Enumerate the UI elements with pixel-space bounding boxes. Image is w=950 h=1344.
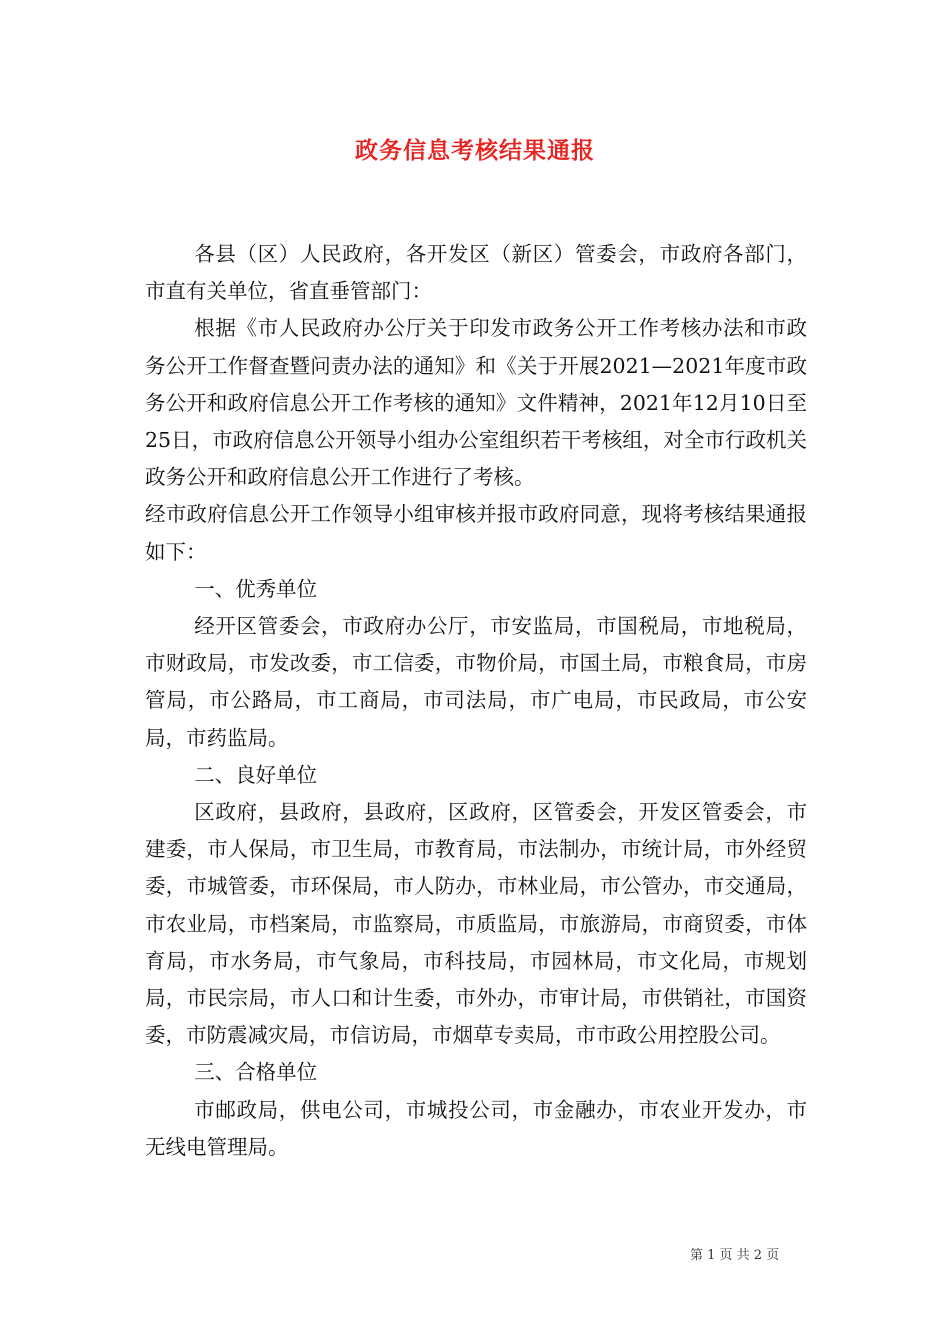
approval-paragraph: 经市政府信息公开工作领导小组审核并报市政府同意，现将考核结果通报如下：: [145, 502, 807, 564]
basis-paragraph: 根据《市人民政府办公厅关于印发市政务公开工作考核办法和市政务公开工作督查暨问责办法的通知》和《关于开展2021—2021年度市政务公开和政府信息公开工作考核的通知》文件精神，2021年12月10日至25日，市政府信息公开领导小组办公室组织若干考核组，对全市行政机关政务公开和政府信息公开工作进行了考核。: [145, 316, 807, 490]
excellent-units-list: 经开区管委会，市政府办公厅，市安监局，市国税局，市地税局，市财政局，市发改委，市工信委，市物价局，市国土局，市粮食局，市房管局，市公路局，市工商局，市司法局，市广电局，市民政局，市公安局，市药监局。: [145, 614, 807, 750]
good-units-list: 区政府，县政府，县政府，区政府，区管委会，开发区管委会，市建委，市人保局，市卫生局，市教育局，市法制办，市统计局，市外经贸委，市城管委，市环保局，市人防办，市林业局，市公管办，市交通局，市农业局，市档案局，市监察局，市质监局，市旅游局，市商贸委，市体育局，市水务局，市气象局，市科技局，市园林局，市文化局，市规划局，市民宗局，市人口和计生委，市外办，市审计局，市供销社，市国资委，市防震减灾局，市信访局，市烟草专卖局，市市政公用控股公司。: [145, 800, 807, 1048]
qualified-units-list: 市邮政局，供电公司，市城投公司，市金融办，市农业开发办，市无线电管理局。: [145, 1097, 807, 1159]
page-number-footer: 第 1 页 共 2 页: [690, 1248, 780, 1263]
section-heading-good: 二、良好单位: [194, 762, 318, 787]
document-body: [145, 236, 807, 1166]
section-heading-excellent: 一、优秀单位: [194, 576, 318, 601]
section-heading-qualified: 三、合格单位: [194, 1060, 318, 1085]
document-title: 政务信息考核结果通报: [355, 137, 595, 164]
salutation-paragraph: 各县（区）人民政府，各开发区（新区）管委会，市政府各部门，市直有关单位，省直垂管部门：: [145, 242, 807, 304]
